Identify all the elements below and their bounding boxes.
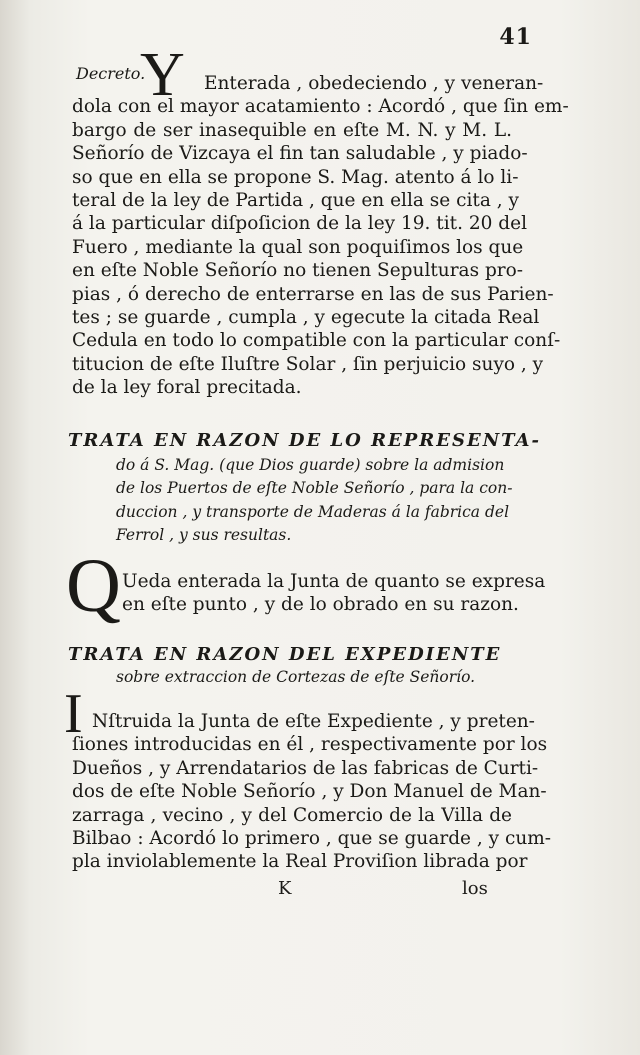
decree-line: teral de la ley de Partida , que en ella se cita , y — [72, 190, 519, 212]
section2-line: ſiones introducidas en él , respectivamente por los — [72, 734, 548, 756]
decree-line: en eſte Noble Señorío no tienen Sepulturas pro- — [72, 260, 524, 282]
section1-subheading — [116, 454, 512, 548]
decree-line: pias , ó derecho de enterrarse en las de sus Parien- — [72, 283, 554, 305]
section1-heading: TRATA EN RAZON DE LO REPRESENTA- — [68, 430, 541, 451]
section2-paragraph — [72, 710, 552, 874]
section1-line: en eſte punto , y de lo obrado en su razon. — [122, 594, 519, 616]
decree-paragraph — [72, 72, 569, 400]
section2-line: dos de eſte Noble Señorío , y Don Manuel de Man- — [72, 781, 547, 803]
page-number: 41 — [499, 24, 532, 50]
section1-line: Ueda enterada la Junta de quanto se expresa — [122, 571, 546, 592]
section1-sub-line: duccion , y transporte de Maderas á la fabrica del — [116, 502, 510, 521]
section2-heading: TRATA EN RAZON DEL EXPEDIENTE — [68, 644, 502, 665]
section1-paragraph — [122, 570, 546, 617]
decree-line: á la particular diſpoſicion de la ley 19. tit. 20 del — [72, 213, 527, 235]
decree-line: dola con el mayor acatamiento : Acordó , que ſin em- — [72, 96, 569, 118]
drop-cap-y: Y — [140, 41, 185, 109]
decree-line: Señorío de Vizcaya el fin tan saludable , y piado- — [72, 143, 528, 165]
decree-line: de la ley foral precitada. — [72, 377, 302, 399]
section1-sub-line: do á S. Mag. (que Dios guarde) sobre la admision — [116, 456, 505, 474]
catchword: los — [462, 878, 488, 899]
decree-line: bargo de ser inasequible en eſte M. N. y M. L. — [72, 119, 512, 141]
margin-note: Decreto. — [76, 64, 146, 83]
section2-line: Nſtruida la Junta de eſte Expediente , y preten- — [92, 711, 535, 732]
drop-cap-i: I — [64, 683, 83, 745]
section1-sub-line: de los Puertos de eſte Noble Señorío , para la con- — [116, 479, 513, 498]
section2-line: zarraga , vecino , y del Comercio de la Villa de — [72, 804, 512, 826]
section1-sub-line: Ferrol , y sus resultas. — [116, 526, 292, 545]
decree-line: so que en ella se propone S. Mag. atento á lo li- — [72, 166, 519, 188]
decree-line: titucion de eſte Iluſtre Solar , ſin perjuicio suyo , y — [72, 353, 544, 375]
section2-line: Dueños , y Arrendatarios de las fabricas de Curti- — [72, 757, 539, 779]
decree-line: Cedula en todo lo compatible con la particular conſ- — [72, 330, 561, 352]
section2-line: pla inviolablemente la Real Proviſion librada por — [72, 851, 528, 873]
section2-subheading: sobre extraccion de Cortezas de eſte Señorío. — [116, 668, 476, 686]
decree-line: tes ; se guarde , cumpla , y egecute la citada Real — [72, 307, 540, 329]
drop-cap-q: Q — [66, 544, 121, 628]
section2-line: Bilbao : Acordó lo primero , que se guarde , y cum- — [72, 828, 552, 850]
signature-mark: K — [278, 878, 292, 899]
decree-line: Enterada , obedeciendo , y veneran- — [204, 73, 544, 94]
decree-line: Fuero , mediante la qual son poquiſimos los que — [72, 236, 524, 258]
